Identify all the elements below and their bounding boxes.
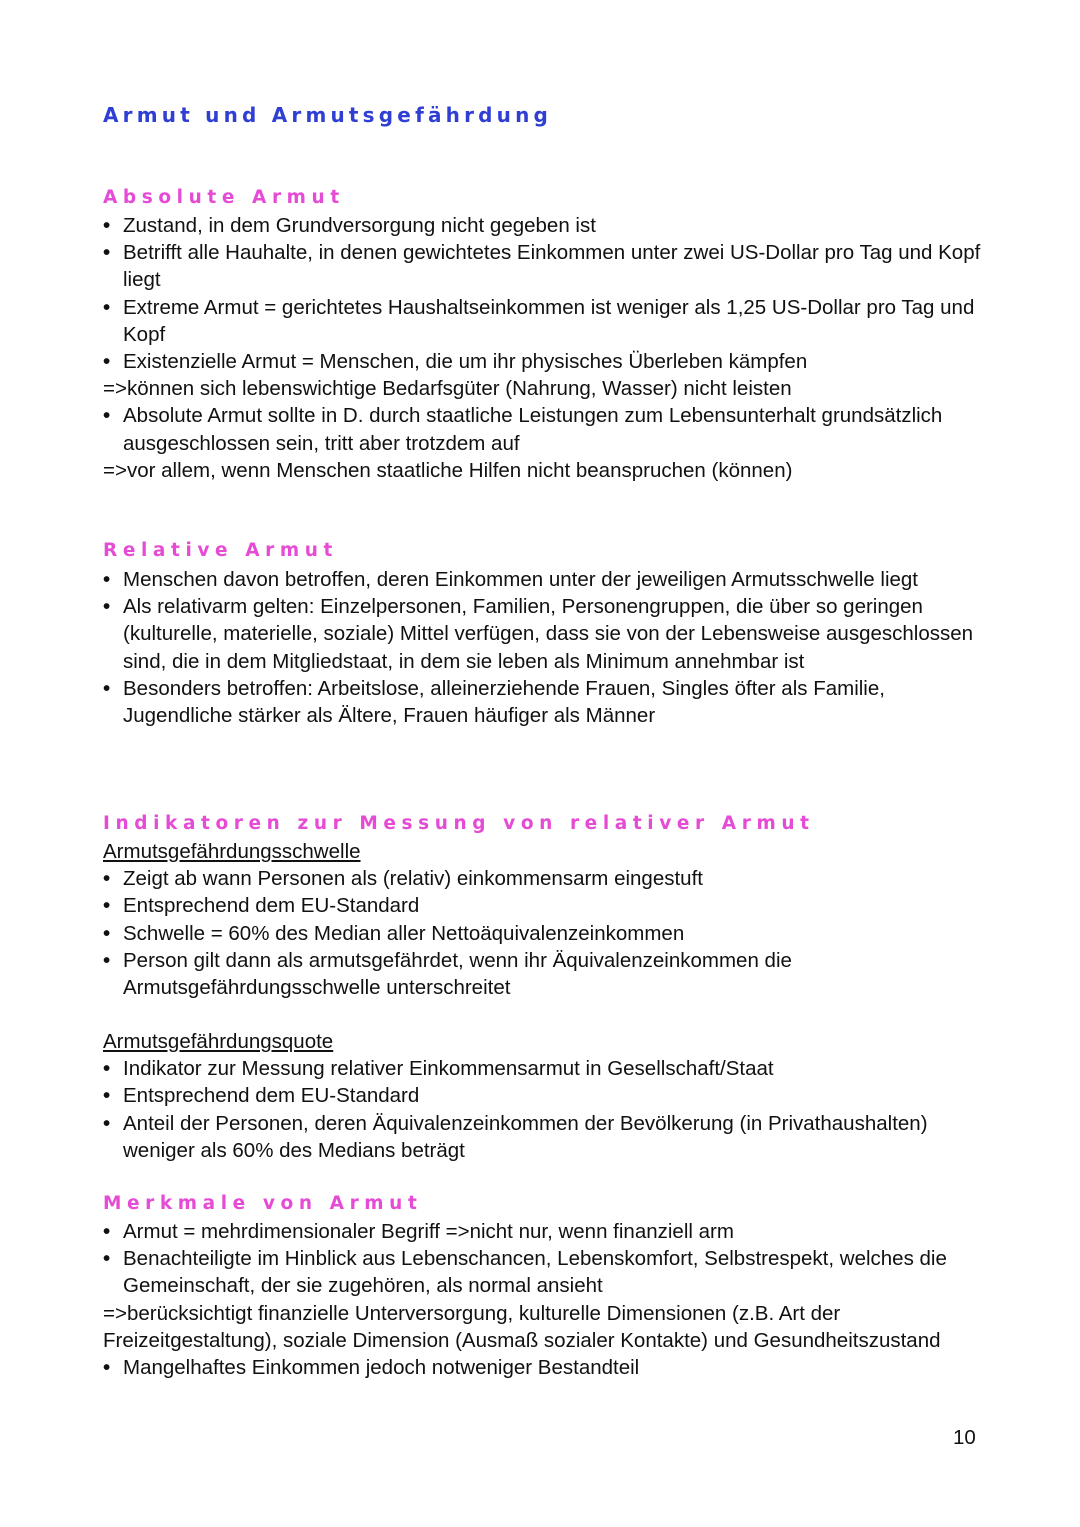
continuation-line: =>berücksichtigt finanzielle Unterversorgung, kulturelle Dimensionen (z.B. Art der Freizeitgestaltung), soziale Dimension (Ausmaß sozialer Kontakte) und Gesundheitszustand <box>103 1301 941 1352</box>
list-item: • Menschen davon betroffen, deren Einkommen unter der jeweiligen Armutsschwelle liegt <box>103 566 983 593</box>
list-item: • Schwelle = 60% des Median aller Nettoäquivalenzeinkommen <box>103 920 983 947</box>
list-item: • Absolute Armut sollte in D. durch staatliche Leistungen zum Lebensunterhalt grundsätzlich ausgeschlossen sein, tritt aber trotzdem auf <box>103 402 983 456</box>
list-item: • Besonders betroffen: Arbeitslose, alleinerziehende Frauen, Singles öfter als Familie, Jugendliche stärker als Ältere, Frauen häufiger als Männer <box>103 675 983 729</box>
continuation-line: =>können sich lebenswichtige Bedarfsgüter (Nahrung, Wasser) nicht leisten <box>103 377 792 401</box>
subheading-armutsgefaehrdungsschwelle: Armutsgefährdungsschwelle <box>103 840 361 863</box>
list-item: • Armut = mehrdimensionaler Begriff =>nicht nur, wenn finanziell arm <box>103 1218 963 1245</box>
page-number: 10 <box>953 1426 976 1449</box>
continuation-line: =>vor allem, wenn Menschen staatliche Hilfen nicht beanspruchen (können) <box>103 458 793 482</box>
subheading-armutsgefaehrdungsquote: Armutsgefährdungsquote <box>103 1030 334 1053</box>
section-merkmale-von-armut <box>103 1218 963 1381</box>
list-item: • Entsprechend dem EU-Standard <box>103 1082 983 1109</box>
list-item: • Person gilt dann als armutsgefährdet, wenn ihr Äquivalenzeinkommen die Armutsgefährdungsschwelle unterschreitet <box>103 947 983 1001</box>
heading-indikatoren: Indikatoren zur Messung von relativer Armut <box>103 813 815 834</box>
page-title: Armut und Armutsgefährdung <box>103 103 553 127</box>
list-item: • Als relativarm gelten: Einzelpersonen, Familien, Personengruppen, die über so geringen (kulturelle, materielle, soziale) Mittel verfügen, dass sie von der Lebensweise ausgeschlossen sind, die in dem Mitgliedstaat, in dem sie leben als Minimum annehmbar ist <box>103 593 983 675</box>
section-armutsgefaehrdungsschwelle <box>103 838 983 1001</box>
list-item: • Mangelhaftes Einkommen jedoch notweniger Bestandteil <box>103 1354 963 1381</box>
heading-relative-armut: Relative Armut <box>103 540 338 561</box>
list-item: • Anteil der Personen, deren Äquivalenzeinkommen der Bevölkerung (in Privathaushalten) weniger als 60% des Medians beträgt <box>103 1110 983 1164</box>
section-absolute-armut <box>103 212 983 484</box>
list-item: • Zeigt ab wann Personen als (relativ) einkommensarm eingestuft <box>103 865 983 892</box>
heading-absolute-armut: Absolute Armut <box>103 187 345 208</box>
list-item: • Indikator zur Messung relativer Einkommensarmut in Gesellschaft/Staat <box>103 1055 983 1082</box>
heading-merkmale-von-armut: Merkmale von Armut <box>103 1193 423 1214</box>
section-relative-armut <box>103 566 983 729</box>
list-item: • Entsprechend dem EU-Standard <box>103 892 983 919</box>
section-armutsgefaehrdungsquote <box>103 1028 983 1164</box>
list-item: • Zustand, in dem Grundversorgung nicht gegeben ist <box>103 212 983 239</box>
list-item: • Benachteiligte im Hinblick aus Lebenschancen, Lebenskomfort, Selbstrespekt, welches die Gemeinschaft, der sie zugehören, als normal ansieht <box>103 1245 963 1299</box>
list-item: • Extreme Armut = gerichtetes Haushaltseinkommen ist weniger als 1,25 US-Dollar pro Tag und Kopf <box>103 294 983 348</box>
list-item: • Betrifft alle Hauhalte, in denen gewichtetes Einkommen unter zwei US-Dollar pro Tag und Kopf liegt <box>103 239 983 293</box>
list-item: • Existenzielle Armut = Menschen, die um ihr physisches Überleben kämpfen <box>103 348 983 375</box>
